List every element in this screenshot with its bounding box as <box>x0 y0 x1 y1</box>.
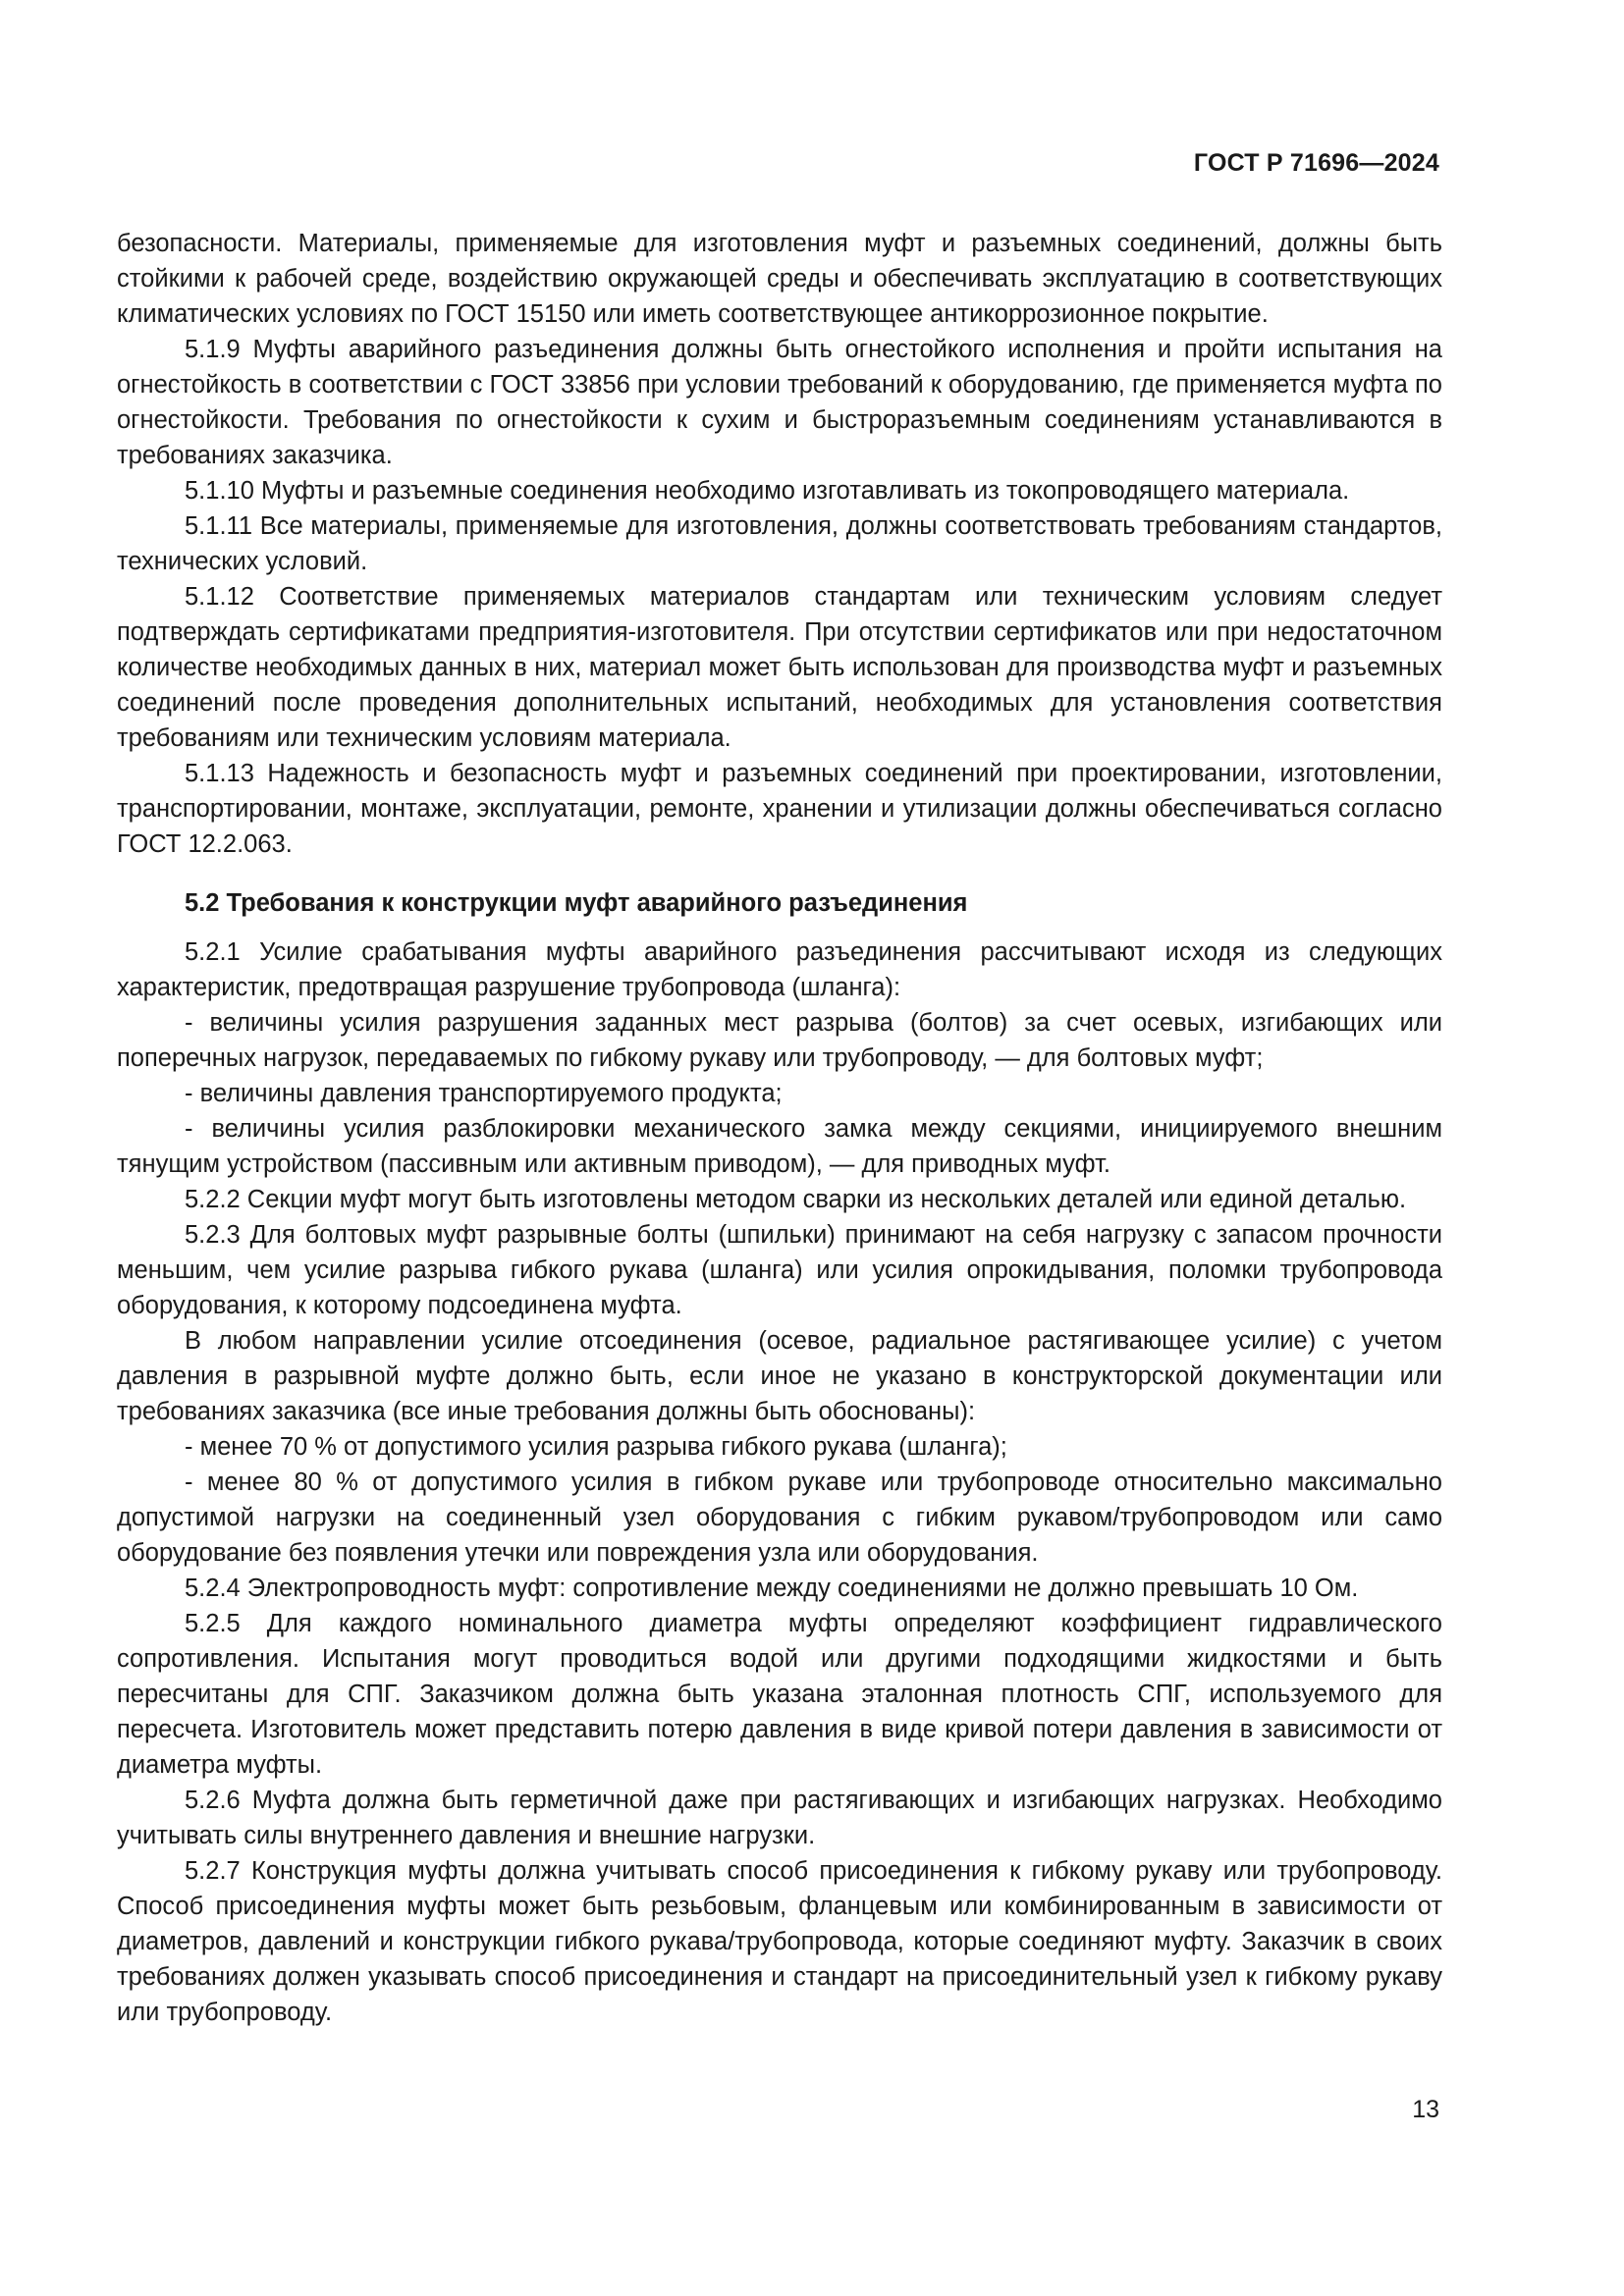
paragraph-5-1-10: 5.1.10 Муфты и разъемные соединения необходимо изготавливать из токопроводящего материала. <box>185 477 1350 505</box>
paragraph-5-1-13: 5.1.13 Надежность и безопасность муфт и разъемных соединений при проектировании, изготовлении, транспортировании, монтаже, эксплуатации, ремонте, хранении и утилизации должны обеспечиваться согласно ГОСТ 12.2.063. <box>117 760 1442 858</box>
paragraph-5-2-4: 5.2.4 Электропроводность муфт: сопротивление между соединениями не должно превышать 10 Ом. <box>185 1575 1359 1602</box>
page-number: 13 <box>1412 2096 1439 2123</box>
list-item: - величины усилия разрушения заданных мест разрыва (болтов) за счет осевых, изгибающих или поперечных нагрузок, передаваемых по гибкому рукаву или трубопроводу, — для болтовых муфт; <box>117 1009 1442 1072</box>
paragraph-5-1-9: 5.1.9 Муфты аварийного разъединения должны быть огнестойкого исполнения и пройти испытания на огнестойкость в соответствии с ГОСТ 33856 при условии требований к оборудованию, где применяется муфта по огнестойкости. Требования по огнестойкости к сухим и быстроразъемным соединениям устанавливаются в требованиях заказчика. <box>117 336 1442 469</box>
document-header-id: ГОСТ Р 71696—2024 <box>1193 149 1439 177</box>
paragraph-5-2-3: 5.2.3 Для болтовых муфт разрывные болты (шпильки) принимают на себя нагрузку с запасом прочности меньшим, чем усилие разрыва гибкого рукава (шланга) или усилия опрокидывания, поломки трубопровода оборудования, к которому подсоединена муфта. <box>117 1221 1442 1319</box>
list-item: - менее 80 % от допустимого усилия в гибком рукаве или трубопроводе относительно максимально допустимой нагрузки на соединенный узел оборудования с гибким рукавом/трубопроводом или само оборудование без появления утечки или повреждения узла или оборудования. <box>117 1468 1442 1567</box>
list-item: - величины давления транспортируемого продукта; <box>185 1080 783 1107</box>
paragraph-5-2-1: 5.2.1 Усилие срабатывания муфты аварийного разъединения рассчитывают исходя из следующих характеристик, предотвращая разрушение трубопровода (шланга): <box>117 938 1442 1001</box>
paragraph-5-1-12: 5.1.12 Соответствие применяемых материалов стандартам или техническим условиям следует подтверждать сертификатами предприятия-изготовителя. При отсутствии сертификатов или при недостаточном количестве необходимых данных в них, материал может быть использован для производства муфт и разъемных соединений после проведения дополнительных испытаний, необходимых для установления соответствия требованиям или техническим условиям материала. <box>117 583 1442 752</box>
paragraph-5-2-5: 5.2.5 Для каждого номинального диаметра муфты определяют коэффициент гидравлического сопротивления. Испытания могут проводиться водой или другими подходящими жидкостями и быть пересчитаны для СПГ. Заказчиком должна быть указана эталонная плотность СПГ, используемого для пересчета. Изготовитель может представить потерю давления в виде кривой потери давления в зависимости от диаметра муфты. <box>117 1610 1442 1779</box>
paragraph: безопасности. Материалы, применяемые для изготовления муфт и разъемных соединений, должны быть стойкими к рабочей среде, воздействию окружающей среды и обеспечивать эксплуатацию в соответствующих климатических условиях по ГОСТ 15150 или иметь соответствующее антикоррозионное покрытие. <box>117 230 1442 328</box>
document-body <box>117 226 1442 2030</box>
list-item: - величины усилия разблокировки механического замка между секциями, инициируемого внешним тянущим устройством (пассивным или активным приводом), — для приводных муфт. <box>117 1115 1442 1178</box>
list-item: - менее 70 % от допустимого усилия разрыва гибкого рукава (шланга); <box>185 1433 1007 1461</box>
section-heading-5-2: 5.2 Требования к конструкции муфт аварийного разъединения <box>185 889 968 917</box>
paragraph-5-2-6: 5.2.6 Муфта должна быть герметичной даже при растягивающих и изгибающих нагрузках. Необходимо учитывать силы внутреннего давления и внешние нагрузки. <box>117 1787 1442 1849</box>
paragraph: В любом направлении усилие отсоединения (осевое, радиальное растягивающее усилие) с учетом давления в разрывной муфте должно быть, если иное не указано в конструкторской документации или требованиях заказчика (все иные требования должны быть обоснованы): <box>117 1327 1442 1425</box>
paragraph-5-1-11: 5.1.11 Все материалы, применяемые для изготовления, должны соответствовать требованиям стандартов, технических условий. <box>117 512 1442 575</box>
paragraph-5-2-7: 5.2.7 Конструкция муфты должна учитывать способ присоединения к гибкому рукаву или трубопроводу. Способ присоединения муфты может быть резьбовым, фланцевым или комбинированным в зависимости от диаметров, давлений и конструкции гибкого рукава/трубопровода, которые соединяют муфту. Заказчик в своих требованиях должен указывать способ присоединения и стандарт на присоединительный узел к гибкому рукаву или трубопроводу. <box>117 1857 1442 2026</box>
paragraph-5-2-2: 5.2.2 Секции муфт могут быть изготовлены методом сварки из нескольких деталей или единой деталью. <box>185 1186 1407 1213</box>
